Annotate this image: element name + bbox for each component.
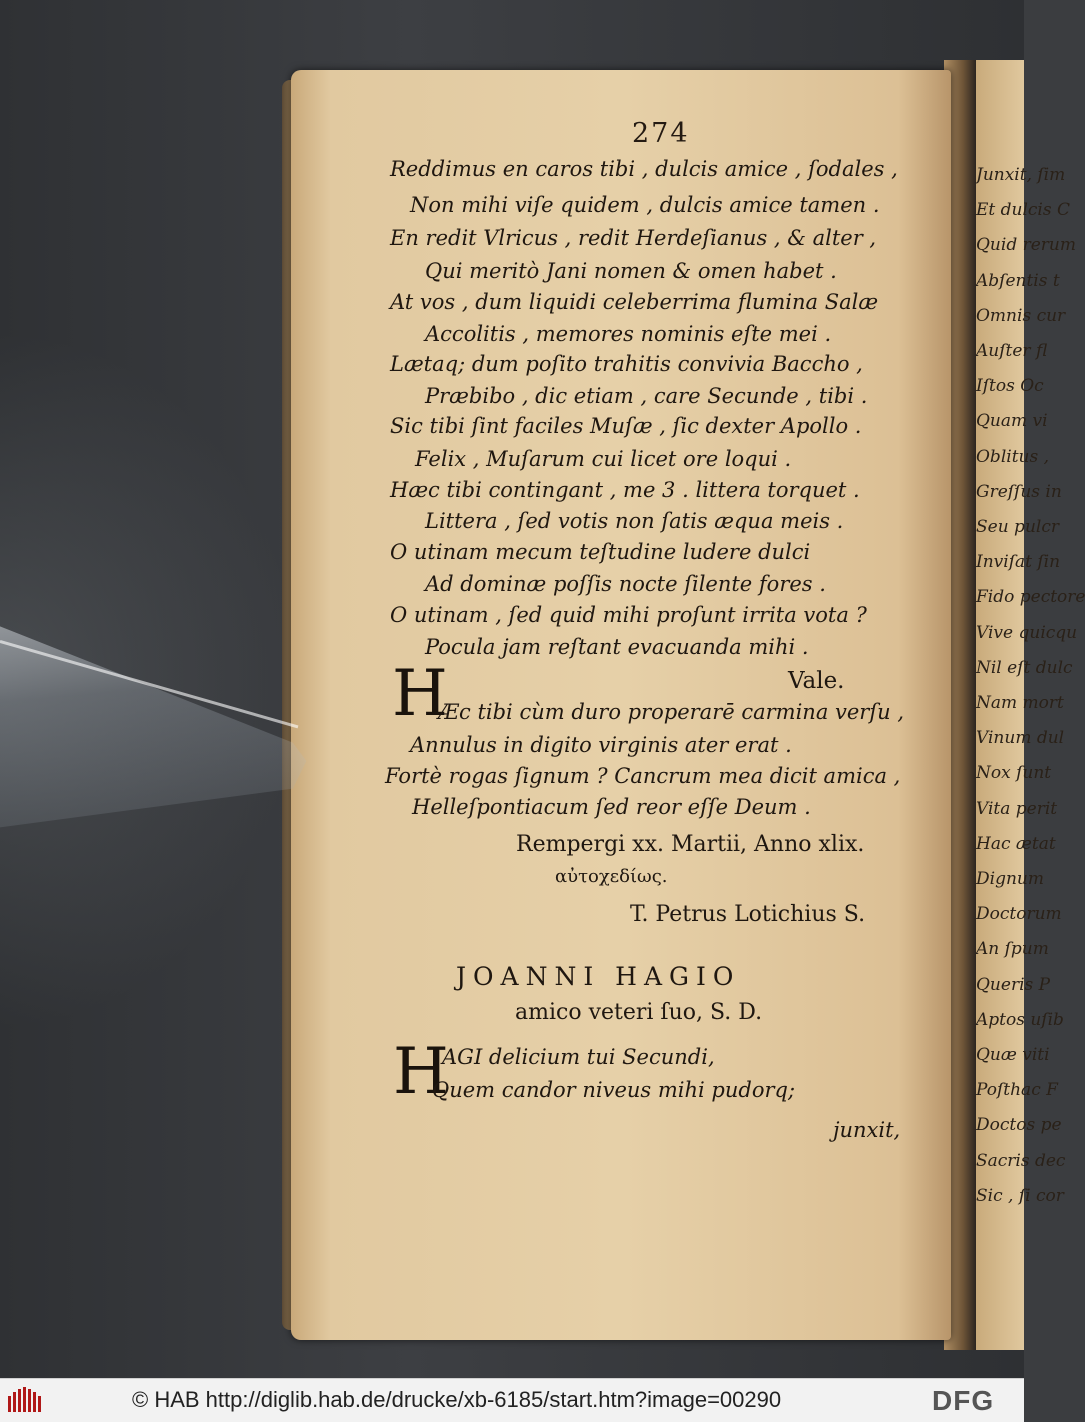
facing-page-line: Hac ætat bbox=[976, 833, 1056, 854]
facing-page-line: Et dulcis C bbox=[976, 200, 1071, 221]
facing-page-line: Omnis cur bbox=[976, 305, 1066, 326]
facing-page-line: Queris P bbox=[976, 974, 1051, 995]
facing-page-line: Nam mort bbox=[976, 693, 1064, 713]
verse-line: En redit Vlricus , redit Herdeſianus , & alter , bbox=[390, 226, 877, 250]
verse-line: At vos , dum liquidi celeberrima flumina Salæ bbox=[390, 290, 879, 314]
facing-page-line: Vita perit bbox=[976, 798, 1058, 819]
verse-line: Hæc tibi contingant , me 3 . littera torquet . bbox=[390, 478, 860, 502]
verse-line: Non mihi viſe quidem , dulcis amice tamen . bbox=[410, 193, 880, 217]
verse-line: Pocula jam reſtant evacuanda mihi . bbox=[425, 635, 809, 659]
facing-page-line: Abſentis t bbox=[976, 270, 1060, 291]
facing-page-line: Quæ viti bbox=[976, 1045, 1050, 1065]
verse-line: Felix , Muſarum cui licet ore loqui . bbox=[415, 447, 792, 471]
facing-page-line: Quid rerum bbox=[976, 235, 1076, 256]
verse-line: Lætaq; dum poſito trahitis convivia Baccho , bbox=[390, 352, 863, 376]
signature: T. Petrus Lotichius S. bbox=[630, 902, 866, 927]
verse-line: Helleſpontiacum ſed reor eſſe Deum . bbox=[412, 795, 811, 819]
facing-page-line: Inviſat ſin bbox=[976, 552, 1061, 573]
heading: JOANNI HAGIO bbox=[456, 962, 741, 991]
facing-page-line: Sacris dec bbox=[976, 1150, 1066, 1171]
library-logo-icon bbox=[6, 1386, 46, 1414]
dfg-logo: DFG bbox=[932, 1385, 995, 1416]
verse-line: Annulus in digito virginis ater erat . bbox=[410, 733, 792, 757]
facing-page-line: Doctos pe bbox=[976, 1115, 1062, 1136]
greek-word: αὐτοχεδίως. bbox=[555, 866, 668, 887]
facing-page-line: Nox ſunt bbox=[976, 763, 1052, 784]
facing-page-line: Seu pulcr bbox=[976, 517, 1059, 537]
facing-page-line: Fido pectore bbox=[976, 587, 1085, 608]
verse-line: Quem candor niveus mihi pudorq; bbox=[432, 1078, 796, 1102]
catchword: junxit, bbox=[833, 1118, 901, 1142]
verse-line: Littera , ſed votis non ſatis æqua meis . bbox=[425, 509, 844, 533]
facing-page-line: An ſpum bbox=[976, 939, 1049, 960]
source-link[interactable]: © HAB http://diglib.hab.de/drucke/xb-6185/start.htm?image=00290 bbox=[132, 1387, 782, 1412]
facing-page-line: Vive quicqu bbox=[976, 622, 1078, 643]
verse-line: Reddimus en caros tibi , dulcis amice , ſodales , bbox=[390, 157, 898, 181]
facing-page-line: Oblitus , bbox=[976, 446, 1050, 467]
dateline: Rempergi xx. Martii, Anno xlix. bbox=[516, 832, 865, 857]
vale: Vale. bbox=[788, 668, 845, 694]
facing-page-line: Nil eſt dulc bbox=[976, 657, 1073, 678]
facing-page-line: Iſtos Oc bbox=[976, 376, 1044, 397]
facing-page-line: Greſſus in bbox=[976, 481, 1062, 502]
subheading: amico veteri ſuo, S. D. bbox=[515, 1000, 763, 1025]
drop-initial: H bbox=[393, 1035, 449, 1109]
facing-page-line: Quam vi bbox=[976, 411, 1048, 432]
verse-line: Fortè rogas ſignum ? Cancrum mea dicit amica , bbox=[385, 764, 901, 788]
verse-line: AGI delicium tui Secundi, bbox=[442, 1045, 715, 1069]
footer-bar bbox=[0, 1378, 1024, 1422]
verse-line: O utinam mecum teſtudine ludere dulci bbox=[390, 540, 811, 564]
verse-line: O utinam , ſed quid mihi proſunt irrita vota ? bbox=[390, 603, 867, 627]
verse-line: Qui meritò Jani nomen & omen habet . bbox=[425, 259, 837, 283]
page-number: 274 bbox=[632, 118, 690, 149]
verse-line: Ad dominæ poſſis nocte ſilente fores . bbox=[425, 572, 826, 596]
facing-page-line: Auſter fl bbox=[976, 341, 1048, 361]
verse-line: Æc tibi cùm duro properarē carmina verſu , bbox=[438, 700, 904, 724]
facing-page-line: Poſthac F bbox=[976, 1080, 1058, 1101]
verse-line: Accolitis , memores nominis eſte mei . bbox=[425, 322, 832, 346]
facing-page-line: Junxit, ſim bbox=[976, 165, 1066, 185]
verse-line: Sic tibi ſint faciles Muſæ , ſic dexter Apollo . bbox=[390, 414, 862, 438]
facing-page-line: Dignum bbox=[976, 869, 1044, 889]
drop-initial: H bbox=[392, 657, 448, 731]
facing-page-line: Sic , ſi cor bbox=[976, 1185, 1064, 1206]
facing-page-line: Doctorum bbox=[976, 904, 1062, 925]
facing-page-line: Vinum dul bbox=[976, 728, 1065, 749]
verse-line: Præbibo , dic etiam , care Secunde , tibi . bbox=[425, 384, 868, 408]
facing-page-line: Aptos uſib bbox=[976, 1009, 1064, 1030]
